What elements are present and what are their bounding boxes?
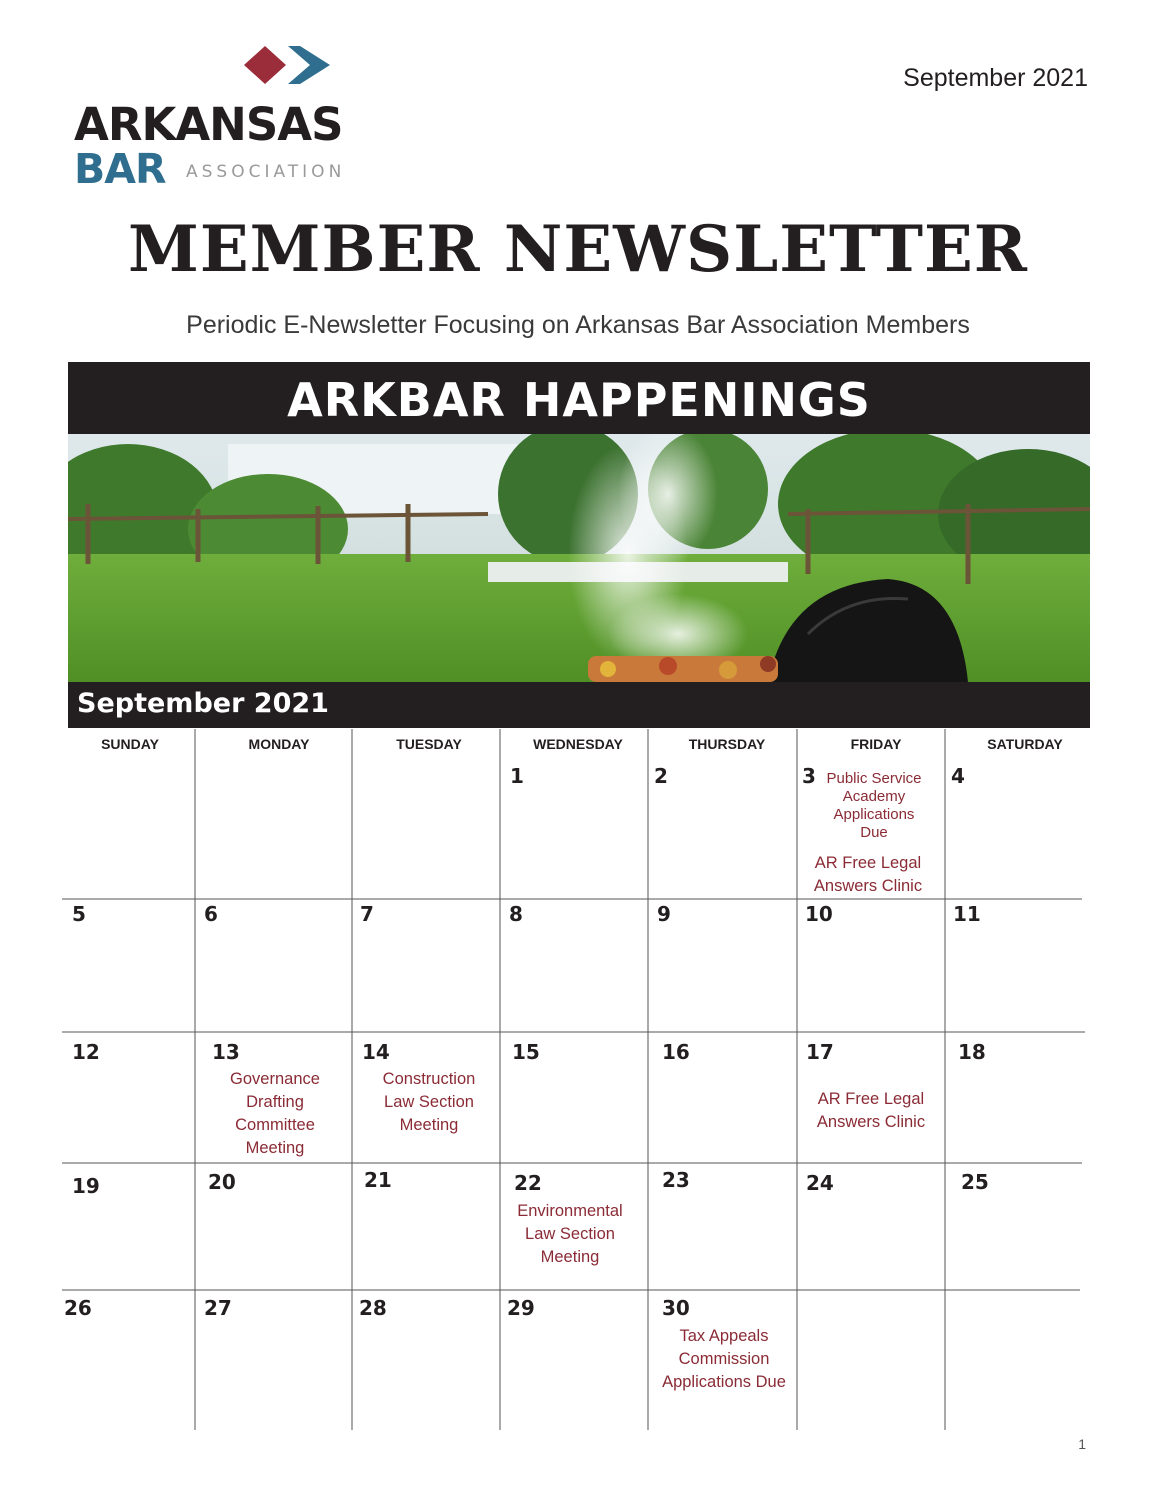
day-26: 26: [64, 1296, 92, 1320]
day-27: 27: [204, 1296, 232, 1320]
day-21: 21: [364, 1168, 392, 1192]
event-environmental-law: Environmental Law Section Meeting: [517, 1202, 623, 1266]
weekday-sunday: SUNDAY: [101, 736, 159, 752]
day-6: 6: [204, 902, 218, 926]
event-tax-appeals: Tax Appeals Commission Applications Due: [662, 1327, 786, 1391]
weekday-friday: FRIDAY: [850, 736, 902, 752]
day-28: 28: [359, 1296, 387, 1320]
weekday-monday: MONDAY: [248, 736, 310, 752]
day-10: 10: [805, 902, 833, 926]
page-number: 1: [1078, 1436, 1086, 1452]
day-23: 23: [662, 1168, 690, 1192]
event-governance-drafting: Governance Drafting Committee Meeting: [230, 1070, 320, 1157]
weekday-tuesday: TUESDAY: [396, 736, 462, 752]
day-24: 24: [806, 1171, 834, 1195]
event-construction-law: Construction Law Section Meeting: [382, 1070, 476, 1134]
logo-association-text: ASSOCIATION: [186, 162, 346, 182]
section-heading: ARKBAR HAPPENINGS: [68, 362, 1090, 434]
day-30: 30: [662, 1296, 690, 1320]
day-9: 9: [657, 902, 671, 926]
day-1: 1: [510, 764, 524, 788]
day-5: 5: [72, 902, 86, 926]
day-3: 3: [802, 764, 816, 788]
day-18: 18: [958, 1040, 986, 1064]
day-15: 15: [512, 1040, 540, 1064]
day-16: 16: [662, 1040, 690, 1064]
day-29: 29: [507, 1296, 535, 1320]
weekday-thursday: THURSDAY: [688, 736, 766, 752]
weekday-saturday: SATURDAY: [987, 736, 1063, 752]
day-8: 8: [509, 902, 523, 926]
day-17: 17: [806, 1040, 834, 1064]
event-free-legal-answers-sep3: AR Free Legal Answers Clinic: [813, 854, 923, 895]
day-22: 22: [514, 1171, 542, 1195]
logo-arkansas-text: ARKANSAS: [74, 98, 343, 151]
newsletter-title: MEMBER NEWSLETTER: [128, 212, 1028, 287]
day-11: 11: [953, 902, 981, 926]
day-12: 12: [72, 1040, 100, 1064]
day-14: 14: [362, 1040, 390, 1064]
day-13: 13: [212, 1040, 240, 1064]
newsletter-subtitle: Periodic E-Newsletter Focusing on Arkansas Bar Association Members: [186, 311, 970, 339]
event-free-legal-answers-sep17: AR Free Legal Answers Clinic: [816, 1090, 926, 1131]
day-4: 4: [951, 764, 965, 788]
day-7: 7: [360, 902, 374, 926]
day-19: 19: [72, 1174, 100, 1198]
logo-bar-text: BAR: [74, 145, 166, 193]
day-2: 2: [654, 764, 668, 788]
issue-date: September 2021: [903, 64, 1088, 92]
calendar-title: September 2021: [77, 688, 329, 719]
day-25: 25: [961, 1170, 989, 1194]
weekday-wednesday: WEDNESDAY: [533, 736, 623, 752]
event-public-service-academy: Public Service Academy Applications Due: [826, 770, 922, 841]
day-20: 20: [208, 1170, 236, 1194]
